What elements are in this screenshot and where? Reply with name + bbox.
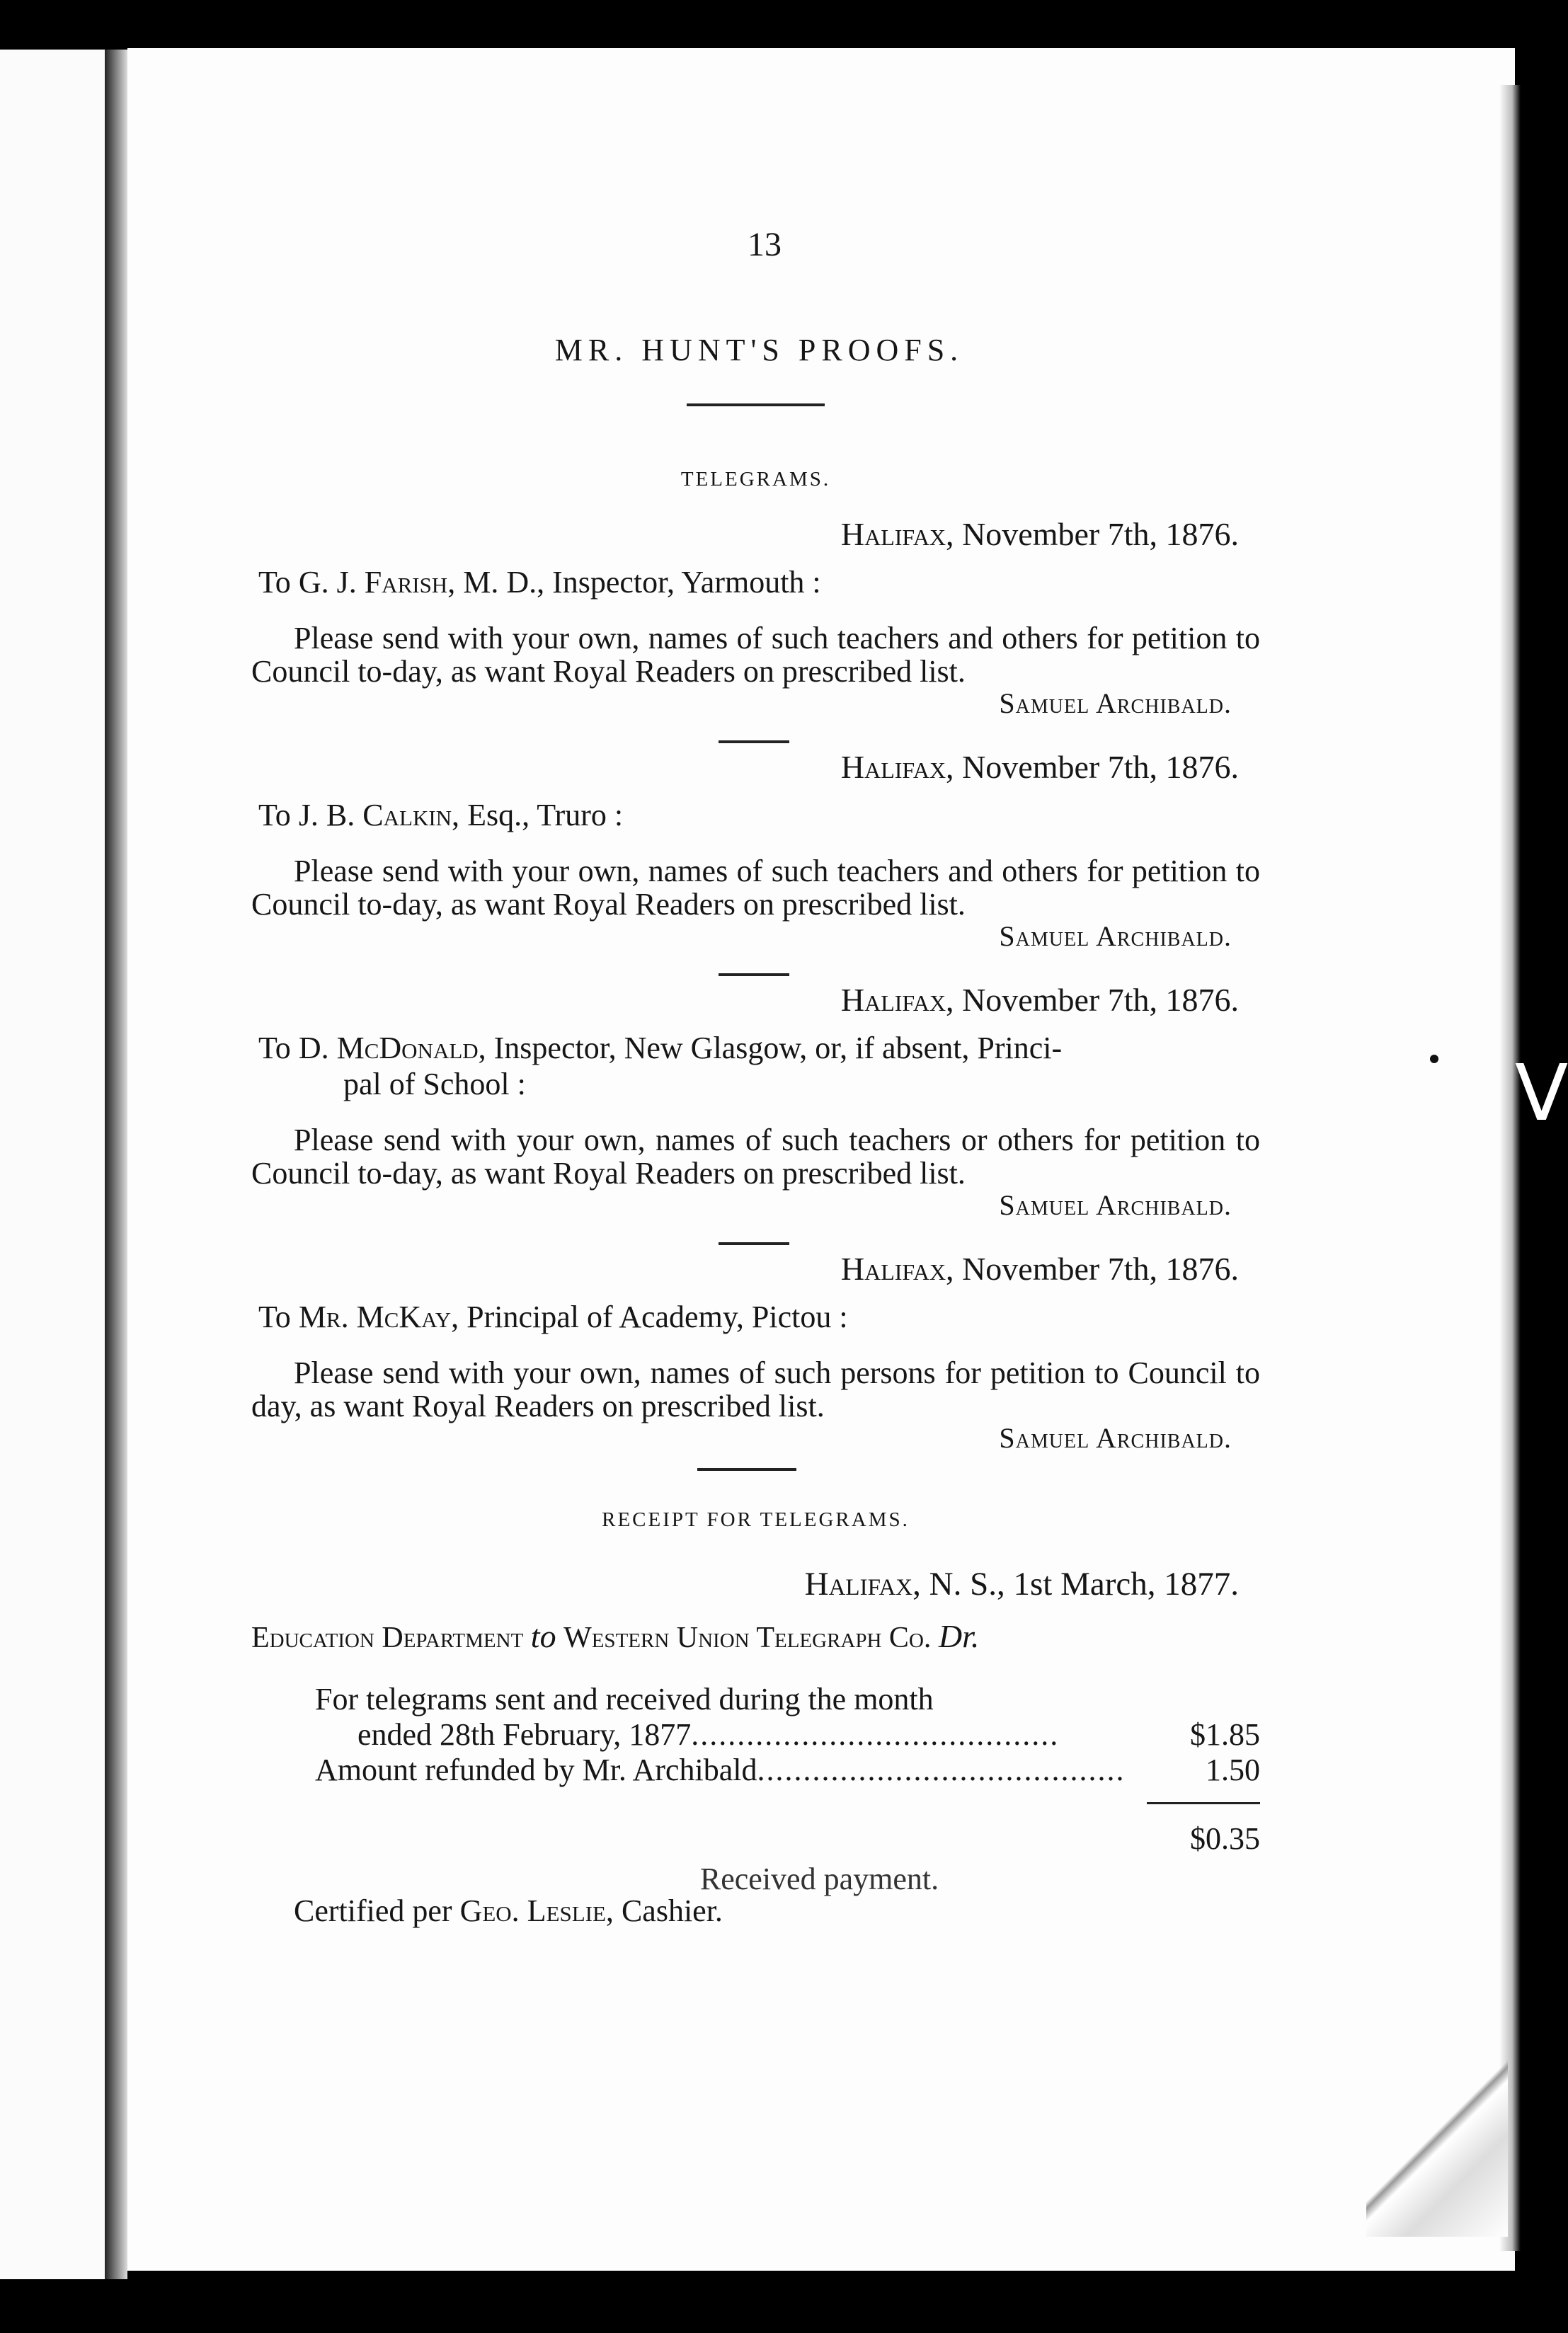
telegram-signature: Samuel Archibald.	[999, 687, 1232, 719]
telegram-rule	[719, 973, 789, 976]
receipt-place: Halifax,	[804, 1566, 921, 1603]
telegram-date: November 7th, 1876.	[962, 1251, 1239, 1287]
telegram-signature: Samuel Archibald.	[999, 920, 1232, 952]
telegram-addressee	[258, 564, 1260, 600]
ledger-description: For telegrams sent and received during the month	[315, 1682, 934, 1716]
message-text: Please send with your own, names of such persons for petition to Council to day, as want Royal Readers on prescribed list.	[251, 1355, 1260, 1423]
addressee-details: Esq., Truro :	[467, 798, 624, 832]
addressee-prefix: To	[258, 1300, 291, 1334]
telegram-message	[251, 1123, 1260, 1190]
telegram-date: November 7th, 1876.	[962, 516, 1239, 552]
title-rule	[687, 403, 825, 406]
message-text: Please send with your own, names of such teachers or others for petition to Council to-day, as want Royal Readers on prescribed list.	[251, 1123, 1260, 1191]
telegram	[251, 740, 1260, 952]
telegram-dateline	[251, 749, 1260, 786]
addressee-details: M. D., Inspector, Yarmouth :	[463, 565, 821, 600]
certified-role: Cashier.	[621, 1893, 723, 1928]
addressee-continuation: pal of School :	[343, 1067, 526, 1101]
addressee-prefix: To	[258, 565, 291, 600]
certification	[294, 1893, 1260, 1929]
page-content	[251, 227, 1260, 1929]
telegram-place: Halifax,	[840, 982, 954, 1018]
folded-corner	[1366, 2039, 1508, 2237]
leader-dots: ........................................	[757, 1753, 1126, 1787]
telegram-dateline	[251, 516, 1260, 553]
receipt-dateline	[251, 1566, 1260, 1603]
message-text: Please send with your own, names of such teachers and others for petition to Council to-day, as want Royal Readers on prescribed list.	[251, 854, 1260, 922]
telegram-place: Halifax,	[840, 1251, 954, 1287]
telegram-signature: Samuel Archibald.	[999, 1189, 1232, 1221]
telegram-signature: Samuel Archibald.	[999, 1422, 1232, 1454]
receipt-dr: Dr.	[938, 1618, 980, 1654]
receipt-parties	[251, 1618, 1260, 1656]
telegram-date: November 7th, 1876.	[962, 749, 1239, 785]
telegram-message	[251, 854, 1260, 921]
ledger-line	[315, 1717, 1260, 1753]
margin-speck	[1430, 1055, 1438, 1063]
certified-name: Geo. Leslie,	[459, 1893, 614, 1928]
addressee-prefix: To	[258, 1031, 291, 1065]
telegram-rule	[719, 740, 789, 743]
telegram	[251, 1242, 1260, 1454]
page-number: 13	[748, 226, 782, 263]
receipt-date: N. S., 1st March, 1877.	[929, 1566, 1239, 1603]
message-text: Please send with your own, names of such teachers and others for petition to Council to-day, as want Royal Readers on prescribed list.	[251, 621, 1260, 689]
telegram-message	[251, 621, 1260, 688]
addressee-name: G. J. Farish,	[298, 565, 456, 600]
receipt-ledger	[315, 1682, 1260, 1857]
telegram	[251, 973, 1260, 1221]
total-rule	[1147, 1802, 1260, 1804]
certified-prefix: Certified per	[294, 1893, 452, 1928]
receipt-from: Education Department	[251, 1622, 524, 1654]
addressee-name: J. B. Calkin,	[298, 798, 460, 832]
receipt-payee: Western Union Telegraph Co.	[563, 1622, 932, 1654]
telegram-addressee	[258, 1299, 1260, 1335]
telegram-dateline	[251, 1251, 1260, 1288]
page-title: MR. HUNT'S PROOFS.	[554, 333, 964, 367]
section-rule	[697, 1468, 796, 1471]
addressee-prefix: To	[258, 798, 291, 832]
telegram-rule	[719, 1242, 789, 1245]
facing-page-edge	[0, 50, 106, 2279]
telegrams-heading: TELEGRAMS.	[680, 468, 831, 491]
telegram-dateline	[251, 982, 1260, 1019]
leader-dots: ........................................	[691, 1717, 1060, 1752]
receipt-to-word: to	[530, 1618, 556, 1654]
telegram-date: November 7th, 1876.	[962, 982, 1239, 1018]
telegram-message	[251, 1356, 1260, 1423]
ledger-amount: $1.85	[1190, 1717, 1260, 1752]
telegram-addressee	[258, 797, 1260, 833]
telegram-addressee	[258, 1030, 1260, 1102]
telegram	[251, 516, 1260, 719]
addressee-details: Principal of Academy, Pictou :	[467, 1300, 848, 1334]
ledger-line	[315, 1753, 1260, 1788]
page-edge-shadow	[1499, 85, 1521, 2251]
addressee-name: Mr. McKay,	[298, 1300, 459, 1334]
ledger-total: $0.35	[1190, 1821, 1260, 1856]
telegram-place: Halifax,	[840, 749, 954, 785]
ledger-description-text: Amount refunded by Mr. Archibald	[315, 1753, 757, 1787]
addressee-details: Inspector, New Glasgow, or, if absent, Princi-	[493, 1031, 1063, 1065]
addressee-name: D. McDonald,	[298, 1031, 486, 1065]
ledger-amount: 1.50	[1206, 1753, 1260, 1787]
margin-fragment: V	[1515, 1048, 1568, 1138]
ledger-line	[315, 1682, 1260, 1717]
book-gutter	[105, 50, 127, 2279]
ledger-description	[315, 1717, 1161, 1753]
received-payment: Received payment.	[699, 1862, 939, 1896]
telegram-place: Halifax,	[840, 516, 954, 552]
receipt-heading: RECEIPT FOR TELEGRAMS.	[602, 1508, 910, 1531]
ledger-description-text: ended 28th February, 1877	[357, 1717, 692, 1752]
ledger-description	[315, 1753, 1161, 1788]
telegram-list	[251, 516, 1260, 1454]
